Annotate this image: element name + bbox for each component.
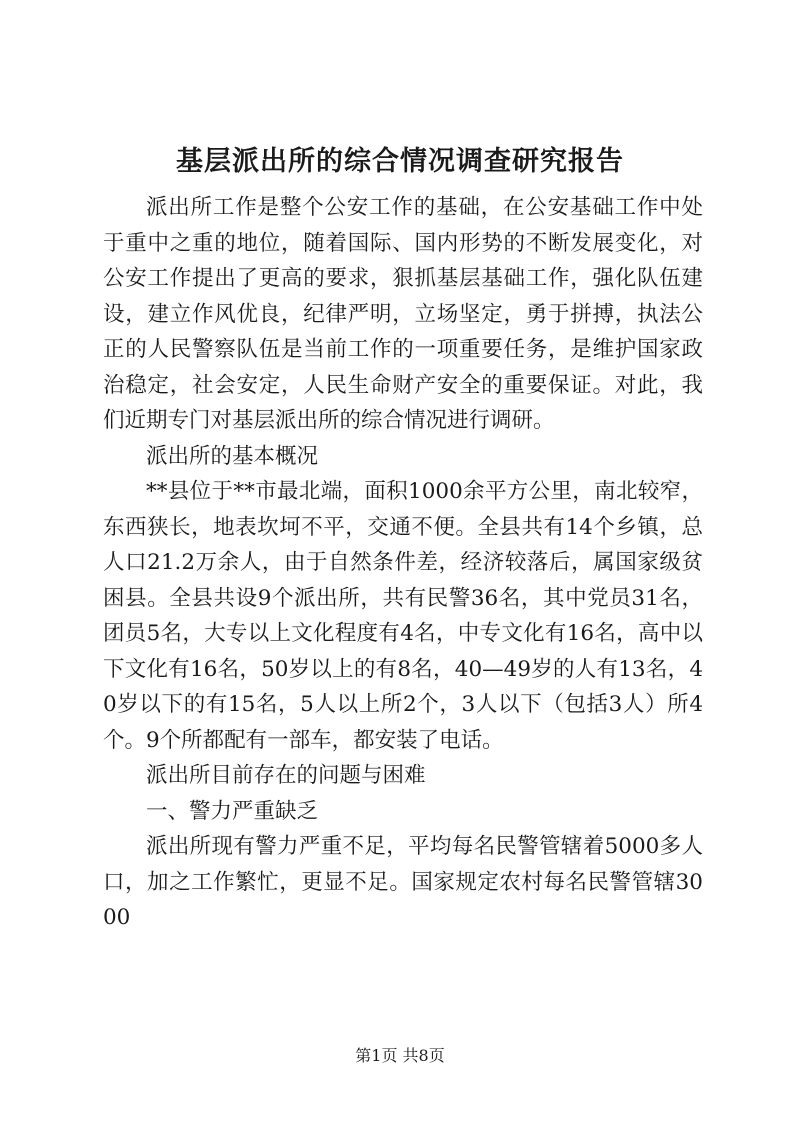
document-title: 基层派出所的综合情况调查研究报告 [176, 146, 624, 177]
section-heading-problems: 派出所目前存在的问题与困难 [146, 763, 426, 788]
page-number-footer: 第1页 共8页 [355, 1046, 445, 1065]
police-shortage-paragraph: 派出所现有警力严重不足，平均每名民警管辖着5000多人口，加之工作繁忙，更显不足。国家规定农村每名民警管辖3000 [103, 834, 703, 930]
document-body [103, 190, 703, 936]
intro-paragraph: 派出所工作是整个公安工作的基础，在公安基础工作中处于重中之重的地位，随着国际、国内形势的不断发展变化，对公安工作提出了更高的要求，狠抓基层基础工作，强化队伍建设，建立作风优良，纪律严明，立场坚定，勇于拼搏，执法公正的人民警察队伍是当前工作的一项重要任务，是维护国家政治稳定，社会安定，人民生命财产安全的重要保证。对此，我们近期专门对基层派出所的综合情况进行调研。 [103, 195, 703, 433]
overview-paragraph: **县位于**市最北端，面积1000余平方公里，南北较窄，东西狭长，地表坎坷不平，交通不便。全县共有14个乡镇，总人口21.2万余人，由于自然条件差，经济较落后，属国家级贫困县。全县共设9个派出所，共有民警36名，其中党员31名，团员5名，大专以上文化程度有4名，中专文化有16名，高中以下文化有16名，50岁以上的有8名，40—49岁的人有13名，40岁以下的有15名，5人以上所2个，3人以下（包括3人）所4个。9个所都配有一部车，都安装了电话。 [103, 479, 703, 753]
subsection-heading-police-shortage: 一、警力严重缺乏 [146, 798, 319, 824]
section-heading-overview: 派出所的基本概况 [146, 443, 319, 469]
